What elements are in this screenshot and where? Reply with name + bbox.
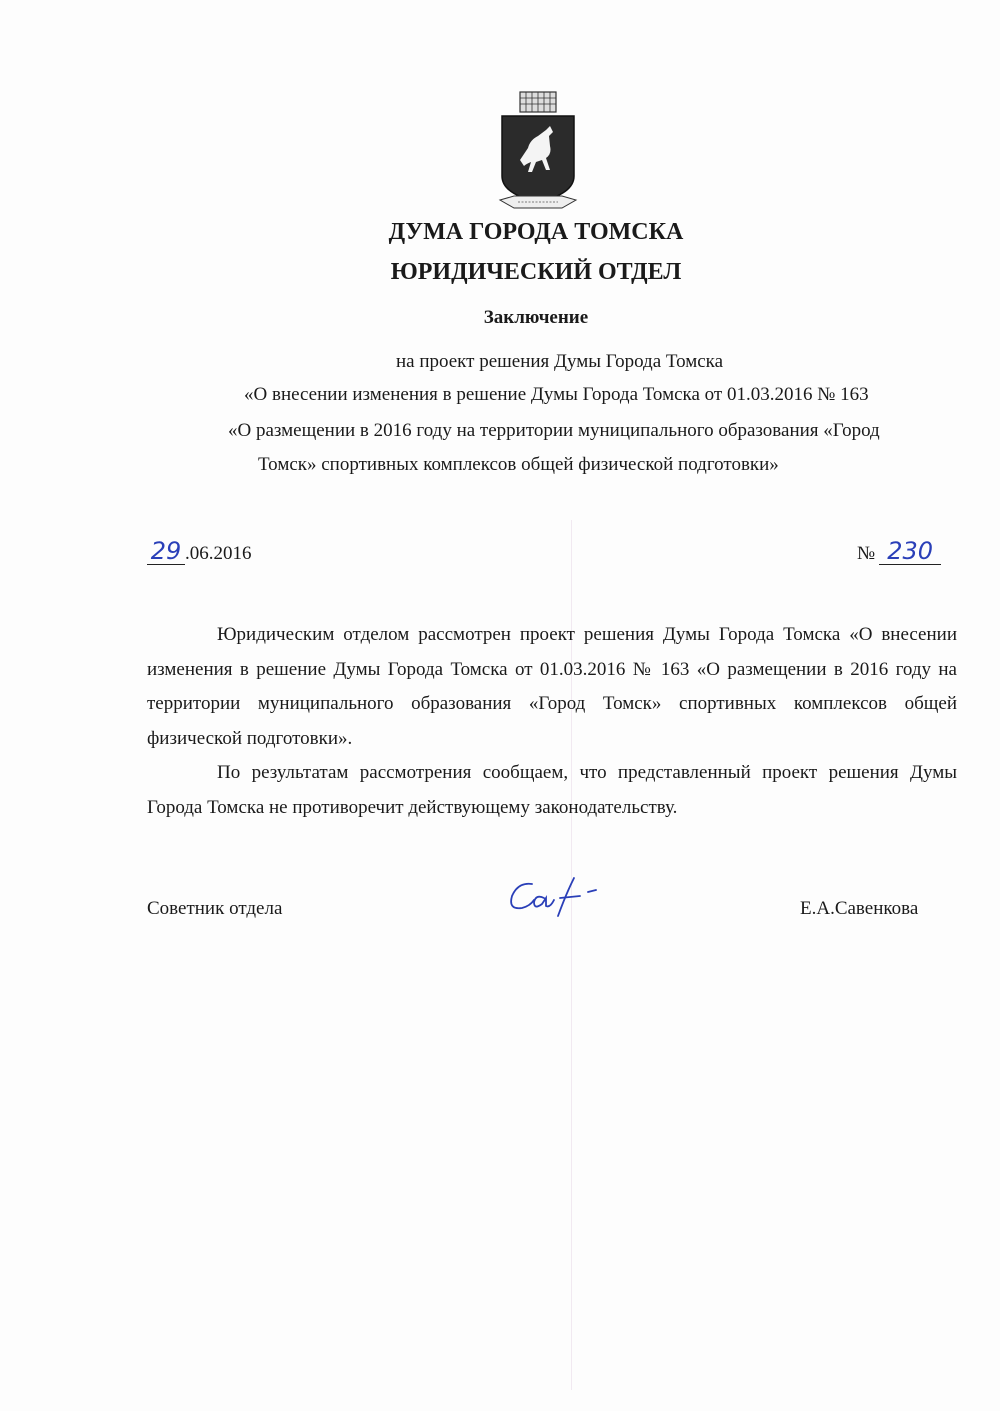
subject-line-4: Томск» спортивных комплексов общей физической подготовки» (258, 454, 779, 475)
signer-position: Советник отдела (147, 898, 283, 919)
org-name: ДУМА ГОРОДА ТОМСКА (388, 219, 684, 245)
document-number (857, 538, 941, 565)
subject-line-2: «О внесении изменения в решение Думы Города Томска от 01.03.2016 № 163 (244, 384, 869, 405)
document-type: Заключение (483, 307, 589, 328)
document-date (147, 538, 252, 565)
subject-line-3: «О размещении в 2016 году на территории муниципального образования «Город (228, 420, 880, 441)
number-label: № (857, 543, 876, 564)
body-paragraph-1: Юридическим отделом рассмотрен проект решения Думы Города Томска «О внесении изменения в решение Думы Города Томска от 01.03.2016 № 163 «О размещении в 2016 году на территории муниципального образования «Город Томск» спортивных комплексов общей физической подготовки». (147, 624, 957, 749)
subject-line-1: на проект решения Думы Города Томска (396, 351, 724, 372)
body-paragraph-2: По результатам рассмотрения сообщаем, что представленный проект решения Думы Города Томска не противоречит действующему законодательству. (147, 762, 957, 818)
tomsk-coat-of-arms-icon (496, 90, 580, 220)
handwritten-number: 230 (879, 538, 941, 565)
body-text (147, 618, 957, 825)
department-name: ЮРИДИЧЕСКИЙ ОТДЕЛ (390, 259, 682, 285)
handwritten-date-day: 29 (147, 538, 185, 565)
date-month-year: .06.2016 (185, 543, 252, 564)
handwritten-signature-icon (500, 872, 610, 922)
signer-name: Е.А.Савенкова (800, 898, 919, 919)
